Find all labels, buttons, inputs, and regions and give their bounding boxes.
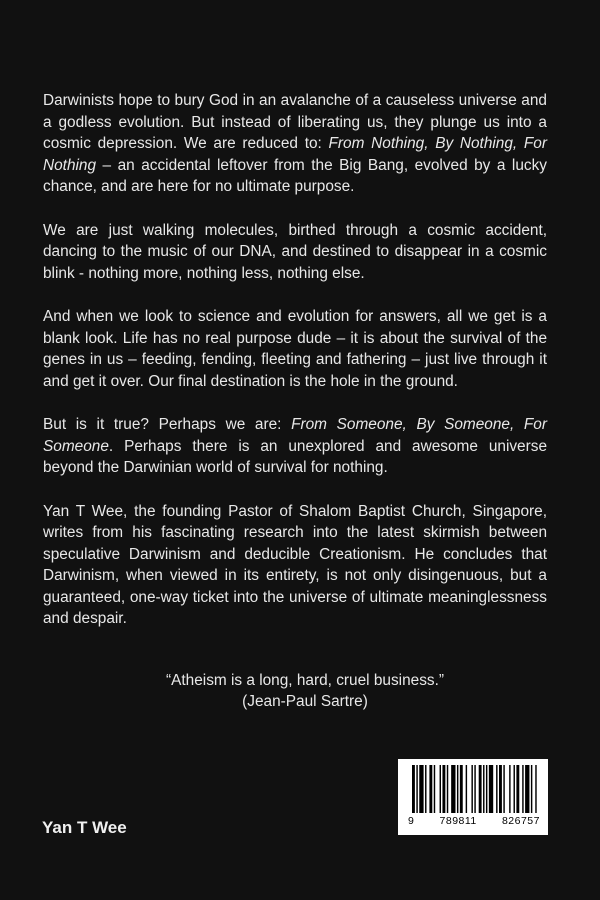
- blurb-text-span: Darwinists hope to bury God in an avalanche of a causeless universe and a godless evolution. But instead of liberating us, they plunge us into a cosmic depression. We are reduced to:: [43, 92, 547, 152]
- barcode-bar: [416, 765, 417, 813]
- blurb-italic-phrase: From Nothing, By Nothing, For Nothing: [43, 135, 547, 174]
- barcode-bar: [429, 765, 432, 813]
- barcode-bar: [471, 765, 472, 813]
- barcode-bar: [442, 765, 445, 813]
- barcode-bar: [479, 765, 482, 813]
- quote-attribution: (Jean-Paul Sartre): [242, 693, 368, 710]
- barcode-bar: [531, 765, 532, 813]
- barcode-bar: [499, 765, 502, 813]
- barcode-bar: [522, 765, 523, 813]
- barcode-bar: [503, 765, 504, 813]
- barcode-bar: [419, 765, 423, 813]
- blurb-paragraph-2: We are just walking molecules, birthed through a cosmic accident, dancing to the music of our DNA, and destined to disappear in a cosmic blink - nothing more, nothing less, nothing else.: [43, 221, 547, 282]
- barcode-bar: [451, 765, 455, 813]
- blurb-paragraph-3: And when we look to science and evolution for answers, all we get is a blank look. Life has no real purpose dude – it is about the survival of the genes in us – feeding, fending, fleeting and fathering – just live through it and get it over. Our final destination is the hole in the ground.: [43, 308, 547, 390]
- barcode-bar: [486, 765, 487, 813]
- barcode-digits: [408, 815, 540, 827]
- barcode-bar: [440, 765, 441, 813]
- barcode-bar: [489, 765, 493, 813]
- barcode-bar: [535, 765, 536, 813]
- isbn-barcode: [398, 759, 548, 835]
- barcode-bar: [509, 765, 510, 813]
- blurb-text-span: . Perhaps there is an unexplored and awesome universe beyond the Darwinian world of survival for nothing.: [43, 437, 547, 476]
- epigraph-quote: [0, 670, 600, 712]
- barcode-bar: [525, 765, 529, 813]
- blurb-paragraph-1: [43, 90, 547, 198]
- barcode-bar: [474, 765, 475, 813]
- barcode-bar: [496, 765, 497, 813]
- barcode-bar: [483, 765, 484, 813]
- barcode-bar: [457, 765, 458, 813]
- blurb-text: [43, 90, 547, 652]
- barcode-lead-digit: 9: [408, 815, 415, 827]
- blurb-text-span: But is it true? Perhaps we are:: [43, 416, 292, 433]
- barcode-bars: [408, 765, 538, 813]
- barcode-bar: [514, 765, 515, 813]
- blurb-paragraph-4: [43, 414, 547, 479]
- barcode-bar: [447, 765, 448, 813]
- blurb-italic-phrase: From Someone, By Someone, For Someone: [43, 416, 547, 455]
- barcode-digits-left: 789811: [439, 815, 477, 827]
- barcode-digits-right: 826757: [501, 815, 540, 827]
- barcode-bar: [466, 765, 467, 813]
- barcode-bar: [516, 765, 519, 813]
- author-name: Yan T Wee: [42, 818, 127, 837]
- barcode-bar: [425, 765, 426, 813]
- barcode-bar: [412, 765, 415, 813]
- barcode-bar: [460, 765, 463, 813]
- blurb-paragraph-5: Yan T Wee, the founding Pastor of Shalom Baptist Church, Singapore, writes from his fascinating research into the latest skirmish between speculative Darwinism and deducible Creationism. He concludes that Darwinism, when viewed in its entirety, is not only disingenuous, but a guaranteed, one-way ticket into the universe of ultimate meaninglessness and despair.: [43, 502, 547, 627]
- barcode-bar: [434, 765, 435, 813]
- quote-text: “Atheism is a long, hard, cruel business.”: [165, 672, 444, 689]
- blurb-text-span: – an accidental leftover from the Big Bang, evolved by a lucky chance, and are here for no ultimate purpose.: [43, 156, 547, 195]
